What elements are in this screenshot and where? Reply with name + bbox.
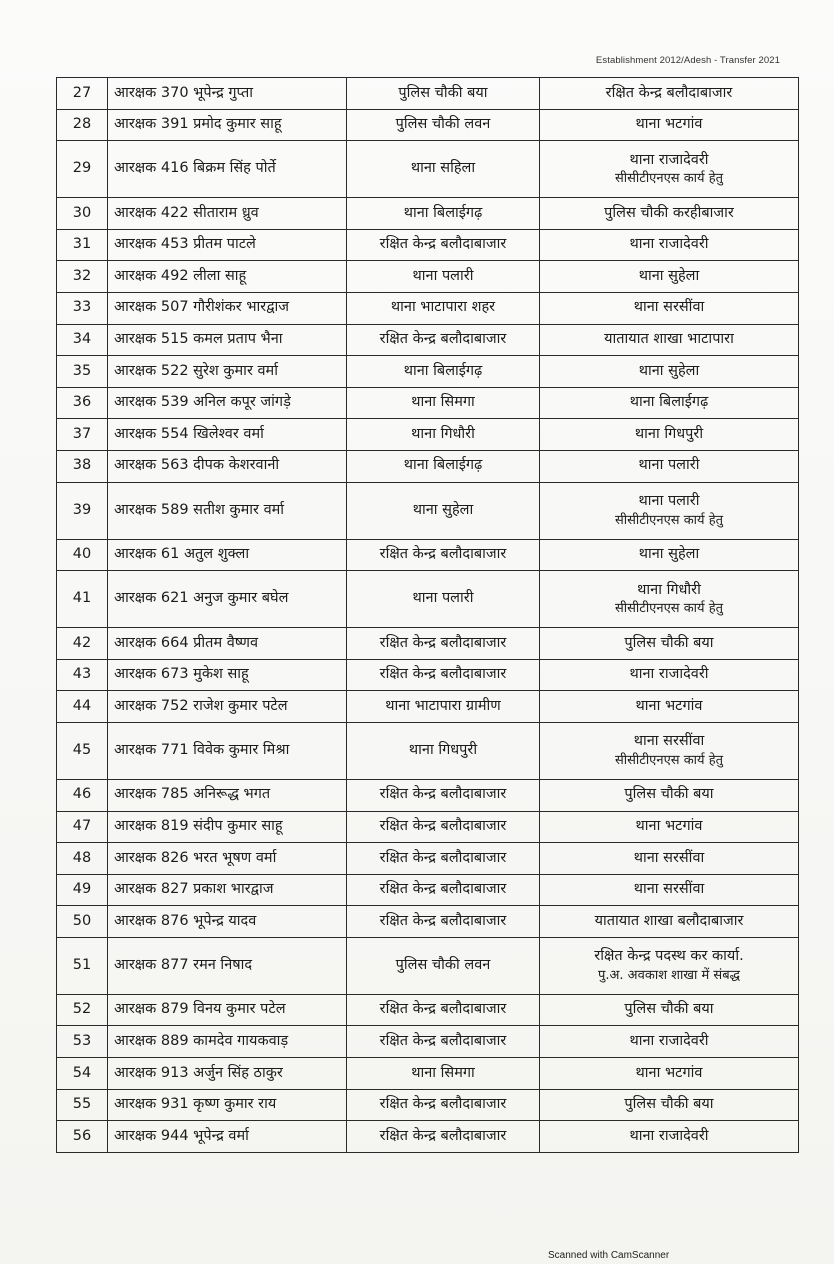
- transfer-posting-line: थाना भटगांव: [635, 1064, 703, 1081]
- constable-name-cell: आरक्षक 877 रमन निषाद: [108, 937, 347, 994]
- table-row: [57, 874, 799, 906]
- serial-number-cell: 40: [57, 539, 108, 571]
- table-row: [57, 261, 799, 293]
- transfer-posting-line: थाना सरसींवा: [633, 849, 705, 866]
- transfer-posting-line: थाना सरसींवा: [633, 733, 705, 750]
- serial-number-cell: 47: [57, 811, 108, 843]
- transfer-posting-line: थाना राजादेवरी: [629, 1032, 709, 1049]
- table-row: [57, 1026, 799, 1058]
- constable-name-cell: आरक्षक 563 दीपक केशरवानी: [108, 450, 347, 482]
- transfer-posting-line: थाना भटगांव: [635, 697, 703, 714]
- constable-name-cell: आरक्षक 453 प्रीतम पाटले: [108, 229, 347, 261]
- current-posting-cell: रक्षित केन्द्र बलौदाबाजार: [347, 994, 540, 1026]
- table-row: [57, 292, 799, 324]
- transfer-posting-line: पुलिस चौकी बया: [624, 786, 714, 803]
- constable-name-cell: आरक्षक 370 भूपेन्द्र गुप्ता: [108, 78, 347, 110]
- transfer-posting-cell: [540, 811, 799, 843]
- transfer-posting-cell: [540, 141, 799, 198]
- transfer-posting-line: थाना सरसींवा: [633, 881, 705, 898]
- table-row: [57, 779, 799, 811]
- serial-number-cell: 29: [57, 141, 108, 198]
- constable-name-cell: आरक्षक 492 लीला साहू: [108, 261, 347, 293]
- constable-name-cell: आरक्षक 621 अनुज कुमार बघेल: [108, 571, 347, 628]
- transfer-posting-cell: [540, 994, 799, 1026]
- serial-number-cell: 54: [57, 1058, 108, 1090]
- table-row: [57, 691, 799, 723]
- transfer-posting-line: थाना राजादेवरी: [629, 236, 709, 253]
- serial-number-cell: 41: [57, 571, 108, 628]
- constable-name-cell: आरक्षक 554 खिलेश्वर वर्मा: [108, 419, 347, 451]
- current-posting-cell: थाना भाटापारा शहर: [347, 292, 540, 324]
- table-row: [57, 78, 799, 110]
- constable-name-cell: आरक्षक 785 अनिरूद्ध भगत: [108, 779, 347, 811]
- table-row: [57, 843, 799, 875]
- transfer-posting-line: थाना राजादेवरी: [629, 151, 709, 168]
- serial-number-cell: 36: [57, 387, 108, 419]
- current-posting-cell: रक्षित केन्द्र बलौदाबाजार: [347, 811, 540, 843]
- serial-number-cell: 27: [57, 78, 108, 110]
- serial-number-cell: 46: [57, 779, 108, 811]
- table-row: [57, 198, 799, 230]
- transfer-posting-cell: [540, 843, 799, 875]
- table-row: [57, 141, 799, 198]
- constable-name-cell: आरक्षक 913 अर्जुन सिंह ठाकुर: [108, 1058, 347, 1090]
- transfer-posting-cell: [540, 419, 799, 451]
- transfer-posting-line: थाना सुहेला: [638, 267, 700, 284]
- current-posting-cell: रक्षित केन्द्र बलौदाबाजार: [347, 229, 540, 261]
- transfer-posting-cell: [540, 539, 799, 571]
- constable-name-cell: आरक्षक 889 कामदेव गायकवाड़: [108, 1026, 347, 1058]
- table-row: [57, 419, 799, 451]
- transfer-posting-line: थाना सरसींवा: [633, 299, 705, 316]
- serial-number-cell: 32: [57, 261, 108, 293]
- transfer-posting-cell: [540, 356, 799, 388]
- current-posting-cell: रक्षित केन्द्र बलौदाबाजार: [347, 1089, 540, 1121]
- table-row: [57, 1121, 799, 1153]
- transfer-posting-line: रक्षित केन्द्र पदस्थ कर कार्या.: [594, 948, 744, 965]
- transfer-posting-line: पुलिस चौकी बया: [624, 1001, 714, 1018]
- constable-name-cell: आरक्षक 826 भरत भूषण वर्मा: [108, 843, 347, 875]
- serial-number-cell: 39: [57, 482, 108, 539]
- serial-number-cell: 48: [57, 843, 108, 875]
- current-posting-cell: थाना सिमगा: [347, 1058, 540, 1090]
- transfer-posting-cell: [540, 1089, 799, 1121]
- current-posting-cell: थाना बिलाईगढ़: [347, 450, 540, 482]
- serial-number-cell: 45: [57, 722, 108, 779]
- serial-number-cell: 42: [57, 628, 108, 660]
- serial-number-cell: 52: [57, 994, 108, 1026]
- transfer-posting-line: थाना राजादेवरी: [629, 1127, 709, 1144]
- transfer-posting-cell: [540, 387, 799, 419]
- current-posting-cell: रक्षित केन्द्र बलौदाबाजार: [347, 324, 540, 356]
- constable-name-cell: आरक्षक 827 प्रकाश भारद्वाज: [108, 874, 347, 906]
- current-posting-cell: थाना बिलाईगढ़: [347, 198, 540, 230]
- serial-number-cell: 44: [57, 691, 108, 723]
- serial-number-cell: 28: [57, 109, 108, 141]
- transfer-posting-cell: [540, 906, 799, 938]
- table-row: [57, 539, 799, 571]
- current-posting-cell: रक्षित केन्द्र बलौदाबाजार: [347, 779, 540, 811]
- current-posting-cell: रक्षित केन्द्र बलौदाबाजार: [347, 1121, 540, 1153]
- transfer-posting-cell: [540, 571, 799, 628]
- constable-name-cell: आरक्षक 589 सतीश कुमार वर्मा: [108, 482, 347, 539]
- transfer-posting-note: सीसीटीएनएस कार्य हेतु: [614, 512, 724, 528]
- current-posting-cell: थाना सिमगा: [347, 387, 540, 419]
- table-row: [57, 229, 799, 261]
- serial-number-cell: 49: [57, 874, 108, 906]
- constable-name-cell: आरक्षक 539 अनिल कपूर जांगड़े: [108, 387, 347, 419]
- transfer-posting-line: थाना पलारी: [638, 492, 700, 509]
- current-posting-cell: थाना पलारी: [347, 571, 540, 628]
- current-posting-cell: रक्षित केन्द्र बलौदाबाजार: [347, 628, 540, 660]
- transfer-posting-line: थाना सुहेला: [638, 546, 700, 563]
- constable-name-cell: आरक्षक 391 प्रमोद कुमार साहू: [108, 109, 347, 141]
- transfer-posting-line: थाना बिलाईगढ़: [629, 394, 709, 411]
- transfer-posting-cell: [540, 78, 799, 110]
- serial-number-cell: 30: [57, 198, 108, 230]
- table-row: [57, 387, 799, 419]
- transfer-posting-line: यातायात शाखा बलौदाबाजार: [594, 912, 744, 929]
- table-row: [57, 994, 799, 1026]
- constable-name-cell: आरक्षक 673 मुकेश साहू: [108, 659, 347, 691]
- transfer-posting-line: रक्षित केन्द्र बलौदाबाजार: [605, 84, 733, 101]
- transfer-posting-line: थाना भटगांव: [635, 818, 703, 835]
- scanner-footer: Scanned with CamScanner: [548, 1250, 670, 1261]
- serial-number-cell: 55: [57, 1089, 108, 1121]
- transfer-posting-cell: [540, 937, 799, 994]
- constable-name-cell: आरक्षक 507 गौरीशंकर भारद्वाज: [108, 292, 347, 324]
- header-note: Establishment 2012/Adesh - Transfer 2021: [595, 55, 780, 66]
- serial-number-cell: 51: [57, 937, 108, 994]
- transfer-posting-cell: [540, 779, 799, 811]
- constable-name-cell: आरक्षक 664 प्रीतम वैष्णव: [108, 628, 347, 660]
- table-row: [57, 482, 799, 539]
- constable-name-cell: आरक्षक 931 कृष्ण कुमार राय: [108, 1089, 347, 1121]
- table-row: [57, 324, 799, 356]
- table-row: [57, 109, 799, 141]
- constable-name-cell: आरक्षक 61 अतुल शुक्ला: [108, 539, 347, 571]
- constable-name-cell: आरक्षक 879 विनय कुमार पटेल: [108, 994, 347, 1026]
- transfer-posting-line: थाना गिधपुरी: [634, 425, 704, 442]
- transfer-posting-cell: [540, 628, 799, 660]
- transfer-table-body: [57, 78, 799, 1153]
- transfer-posting-cell: [540, 450, 799, 482]
- constable-name-cell: आरक्षक 522 सुरेश कुमार वर्मा: [108, 356, 347, 388]
- current-posting-cell: पुलिस चौकी लवन: [347, 937, 540, 994]
- transfer-posting-line: थाना गिधौरी: [637, 581, 701, 598]
- transfer-posting-cell: [540, 659, 799, 691]
- transfer-posting-cell: [540, 198, 799, 230]
- serial-number-cell: 50: [57, 906, 108, 938]
- current-posting-cell: रक्षित केन्द्र बलौदाबाजार: [347, 906, 540, 938]
- table-row: [57, 356, 799, 388]
- constable-name-cell: आरक्षक 416 बिक्रम सिंह पोर्ते: [108, 141, 347, 198]
- serial-number-cell: 33: [57, 292, 108, 324]
- table-row: [57, 450, 799, 482]
- table-row: [57, 722, 799, 779]
- transfer-posting-line: थाना राजादेवरी: [629, 666, 709, 683]
- current-posting-cell: रक्षित केन्द्र बलौदाबाजार: [347, 843, 540, 875]
- transfer-posting-line: थाना भटगांव: [635, 116, 703, 133]
- constable-name-cell: आरक्षक 422 सीताराम ध्रुव: [108, 198, 347, 230]
- transfer-posting-cell: [540, 1026, 799, 1058]
- transfer-posting-cell: [540, 1058, 799, 1090]
- transfer-posting-cell: [540, 229, 799, 261]
- transfer-posting-cell: [540, 1121, 799, 1153]
- transfer-posting-line: पुलिस चौकी बया: [624, 634, 714, 651]
- serial-number-cell: 35: [57, 356, 108, 388]
- transfer-posting-line: पुलिस चौकी करहीबाजार: [604, 204, 734, 221]
- transfer-posting-cell: [540, 261, 799, 293]
- table-row: [57, 811, 799, 843]
- serial-number-cell: 53: [57, 1026, 108, 1058]
- table-row: [57, 937, 799, 994]
- serial-number-cell: 56: [57, 1121, 108, 1153]
- transfer-posting-line: थाना सुहेला: [638, 362, 700, 379]
- serial-number-cell: 43: [57, 659, 108, 691]
- current-posting-cell: थाना बिलाईगढ़: [347, 356, 540, 388]
- constable-name-cell: आरक्षक 876 भूपेन्द्र यादव: [108, 906, 347, 938]
- transfer-posting-note: सीसीटीएनएस कार्य हेतु: [614, 752, 724, 768]
- current-posting-cell: रक्षित केन्द्र बलौदाबाजार: [347, 874, 540, 906]
- table-row: [57, 1089, 799, 1121]
- transfer-posting-line: यातायात शाखा भाटापारा: [604, 331, 734, 348]
- table-row: [57, 1058, 799, 1090]
- transfer-posting-line: पुलिस चौकी बया: [624, 1096, 714, 1113]
- transfer-posting-cell: [540, 324, 799, 356]
- current-posting-cell: रक्षित केन्द्र बलौदाबाजार: [347, 659, 540, 691]
- serial-number-cell: 34: [57, 324, 108, 356]
- current-posting-cell: थाना सहिला: [347, 141, 540, 198]
- constable-name-cell: आरक्षक 819 संदीप कुमार साहू: [108, 811, 347, 843]
- current-posting-cell: पुलिस चौकी लवन: [347, 109, 540, 141]
- transfer-posting-cell: [540, 482, 799, 539]
- transfer-posting-cell: [540, 722, 799, 779]
- transfer-posting-line: थाना पलारी: [638, 457, 700, 474]
- current-posting-cell: पुलिस चौकी बया: [347, 78, 540, 110]
- current-posting-cell: थाना भाटापारा ग्रामीण: [347, 691, 540, 723]
- transfer-posting-cell: [540, 109, 799, 141]
- constable-name-cell: आरक्षक 771 विवेक कुमार मिश्रा: [108, 722, 347, 779]
- transfer-posting-cell: [540, 874, 799, 906]
- table-row: [57, 659, 799, 691]
- table-row: [57, 906, 799, 938]
- serial-number-cell: 31: [57, 229, 108, 261]
- transfer-posting-note: पु.अ. अवकाश शाखा में संबद्ध: [597, 967, 741, 983]
- table-row: [57, 571, 799, 628]
- constable-name-cell: आरक्षक 515 कमल प्रताप भैना: [108, 324, 347, 356]
- constable-name-cell: आरक्षक 944 भूपेन्द्र वर्मा: [108, 1121, 347, 1153]
- table-row: [57, 628, 799, 660]
- transfer-posting-cell: [540, 691, 799, 723]
- transfer-posting-cell: [540, 292, 799, 324]
- current-posting-cell: थाना पलारी: [347, 261, 540, 293]
- current-posting-cell: थाना सुहेला: [347, 482, 540, 539]
- current-posting-cell: रक्षित केन्द्र बलौदाबाजार: [347, 1026, 540, 1058]
- current-posting-cell: थाना गिधौरी: [347, 419, 540, 451]
- current-posting-cell: रक्षित केन्द्र बलौदाबाजार: [347, 539, 540, 571]
- current-posting-cell: थाना गिधपुरी: [347, 722, 540, 779]
- serial-number-cell: 38: [57, 450, 108, 482]
- constable-name-cell: आरक्षक 752 राजेश कुमार पटेल: [108, 691, 347, 723]
- transfer-table: [56, 77, 799, 1153]
- serial-number-cell: 37: [57, 419, 108, 451]
- transfer-posting-note: सीसीटीएनएस कार्य हेतु: [614, 601, 724, 617]
- transfer-posting-note: सीसीटीएनएस कार्य हेतु: [614, 171, 724, 187]
